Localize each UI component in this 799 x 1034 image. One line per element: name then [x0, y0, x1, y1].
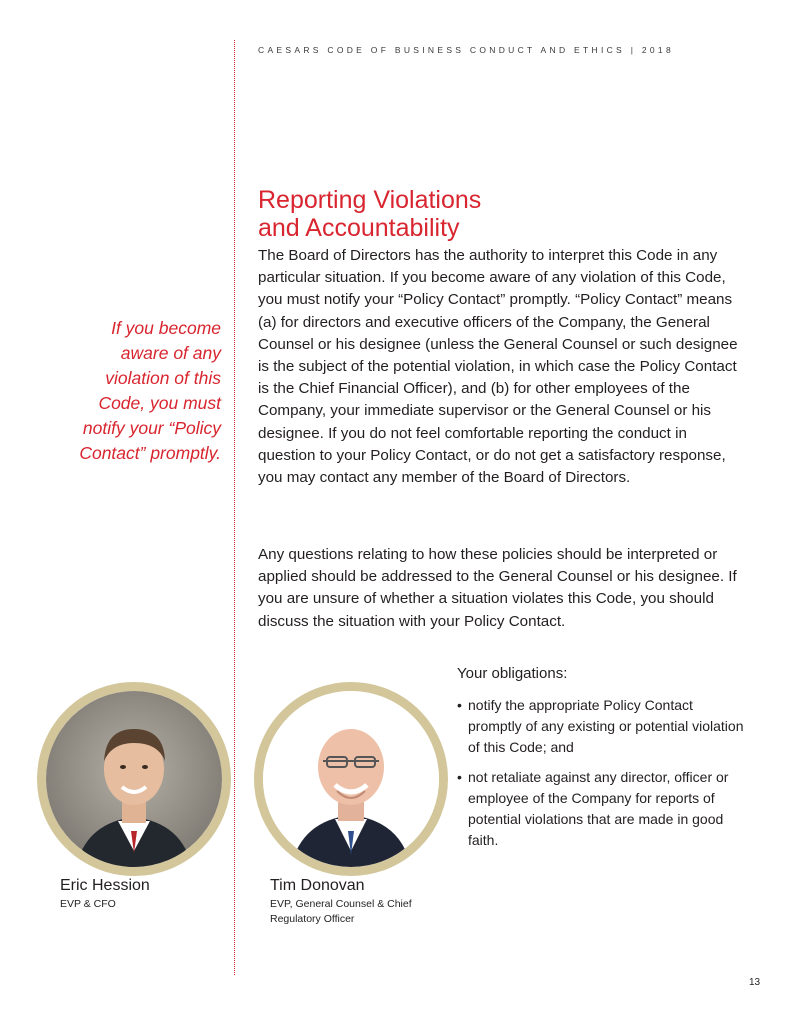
list-item: [457, 767, 747, 851]
running-header: CAESARS CODE OF BUSINESS CONDUCT AND ETHICS | 2018: [258, 45, 674, 55]
obligations-list: [457, 695, 747, 860]
person-silhouette-icon: [46, 691, 222, 867]
section-title-line-2: and Accountability: [258, 214, 460, 242]
portrait-photo-tim-donovan: [254, 682, 448, 876]
person-name-1: Eric Hession: [60, 877, 150, 894]
section-title: [258, 186, 678, 242]
body-paragraph-1: The Board of Directors has the authority to interpret this Code in any particular situation. If you become aware of any violation of this Code, you must notify your “Policy Contact” promptly. “Policy Contact” means (a) for directors and executive officers of the Company, the General Counsel or his designee (unless the General Counsel or such designee is the subject of the potential violation, in which case the Policy Contact is the Chief Financial Officer), and (b) for other employees of the Company, your immediate supervisor or the General Counsel or his designee. If you do not feel comfortable reporting the conduct in question to your Policy Contact, or do not get a satisfactory response, you may contact any member of the Board of Directors.: [258, 247, 738, 487]
section-title-line-1: Reporting Violations: [258, 186, 482, 214]
page-number: 13: [749, 977, 761, 988]
list-item: [457, 695, 747, 758]
person-silhouette-icon: [263, 691, 439, 867]
dotted-column-divider: [234, 40, 235, 975]
pull-quote: If you become aware of any violation of this Code, you must notify your “Policy Contact” promptly.: [79, 318, 221, 463]
bullet-icon: •: [457, 769, 462, 785]
person-name-2: Tim Donovan: [270, 877, 365, 894]
person-title-2: EVP, General Counsel & Chief Regulatory Officer: [270, 898, 412, 925]
portrait-photo-eric-hession: [37, 682, 231, 876]
list-item-text: notify the appropriate Policy Contact promptly of any existing or potential violation of this Code; and: [468, 697, 744, 755]
bullet-icon: •: [457, 697, 462, 713]
obligations-heading: Your obligations:: [457, 665, 568, 682]
body-paragraph-2: Any questions relating to how these policies should be interpreted or applied should be addressed to the General Counsel or his designee. If you are unsure of whether a situation violates this Code, you should discuss the situation with your Policy Contact.: [258, 546, 737, 630]
person-title-1: EVP & CFO: [60, 898, 116, 910]
list-item-text: not retaliate against any director, officer or employee of the Company for reports of potential violations that are made in good faith.: [468, 769, 729, 848]
